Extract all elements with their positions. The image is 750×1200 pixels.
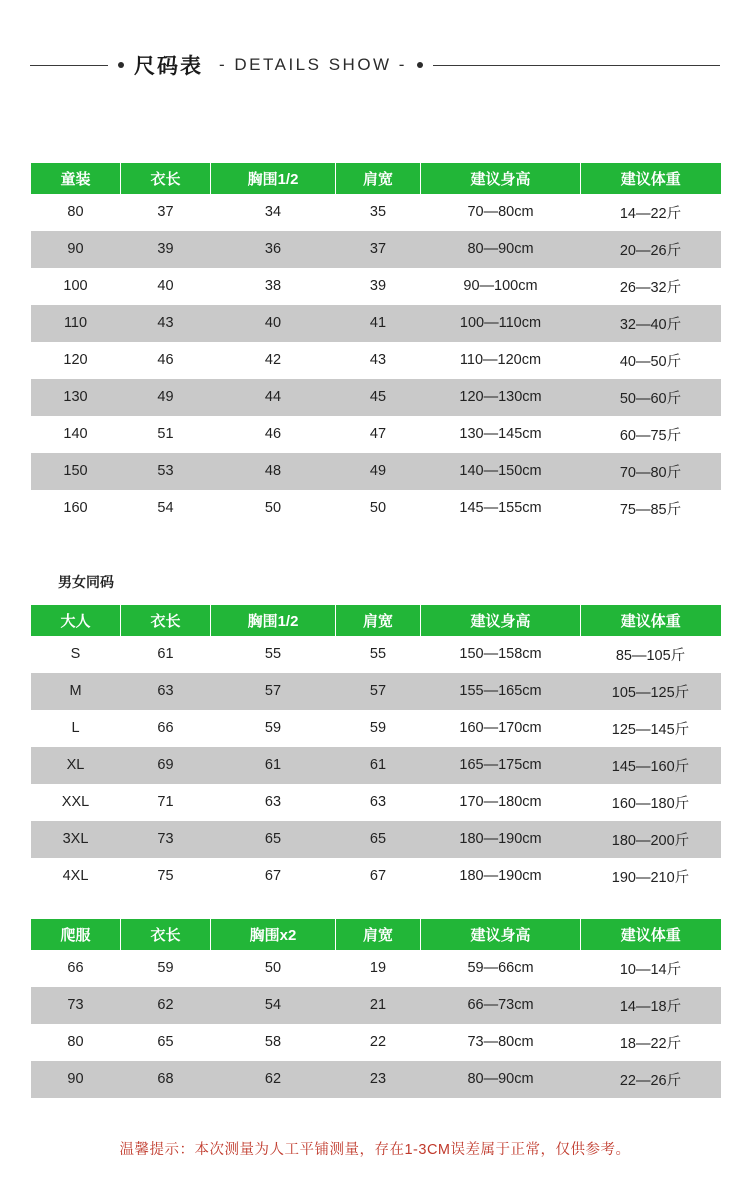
cell: 145—160斤 bbox=[581, 747, 721, 784]
cell: 20—26斤 bbox=[581, 231, 721, 268]
cell: 80 bbox=[31, 1024, 121, 1061]
cell: 73 bbox=[31, 987, 121, 1024]
cell: 46 bbox=[121, 342, 211, 379]
cell: 80 bbox=[31, 194, 121, 231]
size-table-romper bbox=[30, 918, 721, 1098]
cell: 66 bbox=[31, 950, 121, 987]
cell: 59 bbox=[121, 950, 211, 987]
cell: 63 bbox=[336, 784, 421, 821]
cell: 57 bbox=[211, 673, 336, 710]
header-inner bbox=[30, 50, 720, 80]
size-table-adult-wrap bbox=[30, 604, 720, 895]
cell: 50 bbox=[211, 490, 336, 527]
column-header: 大人 bbox=[31, 605, 121, 636]
cell: 14—22斤 bbox=[581, 194, 721, 231]
cell: 46 bbox=[211, 416, 336, 453]
table-row bbox=[31, 673, 721, 710]
cell: 42 bbox=[211, 342, 336, 379]
cell: 130 bbox=[31, 379, 121, 416]
size-table-romper-wrap bbox=[30, 918, 720, 1098]
cell: 51 bbox=[121, 416, 211, 453]
cell: 55 bbox=[336, 636, 421, 673]
cell: XXL bbox=[31, 784, 121, 821]
cell: 160 bbox=[31, 490, 121, 527]
cell: 21 bbox=[336, 987, 421, 1024]
table-row bbox=[31, 1024, 721, 1061]
cell: 23 bbox=[336, 1061, 421, 1098]
table-row bbox=[31, 490, 721, 527]
page-header bbox=[0, 0, 750, 92]
cell: 40 bbox=[121, 268, 211, 305]
cell: 45 bbox=[336, 379, 421, 416]
bullet-dot-icon-right bbox=[417, 62, 423, 68]
cell: 48 bbox=[211, 453, 336, 490]
cell: 140—150cm bbox=[421, 453, 581, 490]
cell: 110 bbox=[31, 305, 121, 342]
unisex-note: 男女同码 bbox=[58, 574, 114, 590]
cell: 105—125斤 bbox=[581, 673, 721, 710]
cell: 73 bbox=[121, 821, 211, 858]
page-subtitle: - DETAILS SHOW - bbox=[219, 55, 407, 74]
cell: 10—14斤 bbox=[581, 950, 721, 987]
cell: 90 bbox=[31, 231, 121, 268]
cell: 59—66cm bbox=[421, 950, 581, 987]
cell: 18—22斤 bbox=[581, 1024, 721, 1061]
column-header: 建议身高 bbox=[421, 919, 581, 950]
cell: 180—190cm bbox=[421, 821, 581, 858]
cell: M bbox=[31, 673, 121, 710]
cell: 68 bbox=[121, 1061, 211, 1098]
table-row bbox=[31, 784, 721, 821]
table-row bbox=[31, 821, 721, 858]
cell: 120 bbox=[31, 342, 121, 379]
table-header-row bbox=[31, 605, 721, 636]
cell: 61 bbox=[211, 747, 336, 784]
column-header: 衣长 bbox=[121, 919, 211, 950]
cell: 26—32斤 bbox=[581, 268, 721, 305]
cell: 130—145cm bbox=[421, 416, 581, 453]
table-row bbox=[31, 416, 721, 453]
cell: 180—200斤 bbox=[581, 821, 721, 858]
header-rule-left bbox=[30, 65, 108, 66]
column-header: 衣长 bbox=[121, 163, 211, 194]
column-header: 建议体重 bbox=[581, 919, 721, 950]
cell: 3XL bbox=[31, 821, 121, 858]
cell: 63 bbox=[211, 784, 336, 821]
cell: 155—165cm bbox=[421, 673, 581, 710]
table-row bbox=[31, 342, 721, 379]
page-title: 尺码表 bbox=[134, 55, 203, 78]
cell: 63 bbox=[121, 673, 211, 710]
cell: 44 bbox=[211, 379, 336, 416]
table-row bbox=[31, 710, 721, 747]
cell: 60—75斤 bbox=[581, 416, 721, 453]
cell: 54 bbox=[121, 490, 211, 527]
cell: 59 bbox=[211, 710, 336, 747]
cell: 19 bbox=[336, 950, 421, 987]
cell: 58 bbox=[211, 1024, 336, 1061]
cell: 90 bbox=[31, 1061, 121, 1098]
cell: 71 bbox=[121, 784, 211, 821]
column-header: 建议身高 bbox=[421, 605, 581, 636]
cell: 39 bbox=[121, 231, 211, 268]
cell: 65 bbox=[121, 1024, 211, 1061]
column-header: 胸围1/2 bbox=[211, 605, 336, 636]
size-table-adult bbox=[30, 604, 721, 895]
cell: 38 bbox=[211, 268, 336, 305]
cell: 75 bbox=[121, 858, 211, 895]
cell: 70—80cm bbox=[421, 194, 581, 231]
cell: 49 bbox=[121, 379, 211, 416]
cell: 140 bbox=[31, 416, 121, 453]
cell: 22 bbox=[336, 1024, 421, 1061]
cell: XL bbox=[31, 747, 121, 784]
cell: 65 bbox=[336, 821, 421, 858]
cell: 120—130cm bbox=[421, 379, 581, 416]
cell: 69 bbox=[121, 747, 211, 784]
cell: 66—73cm bbox=[421, 987, 581, 1024]
cell: 40—50斤 bbox=[581, 342, 721, 379]
column-header: 建议身高 bbox=[421, 163, 581, 194]
size-table-kids-wrap bbox=[30, 162, 720, 527]
table-row bbox=[31, 1061, 721, 1098]
table-row bbox=[31, 305, 721, 342]
cell: 110—120cm bbox=[421, 342, 581, 379]
cell: 66 bbox=[121, 710, 211, 747]
table-row bbox=[31, 453, 721, 490]
cell: 34 bbox=[211, 194, 336, 231]
cell: 50 bbox=[336, 490, 421, 527]
cell: 59 bbox=[336, 710, 421, 747]
cell: 100 bbox=[31, 268, 121, 305]
table-row bbox=[31, 858, 721, 895]
cell: 22—26斤 bbox=[581, 1061, 721, 1098]
cell: 160—170cm bbox=[421, 710, 581, 747]
cell: 4XL bbox=[31, 858, 121, 895]
cell: 36 bbox=[211, 231, 336, 268]
cell: 70—80斤 bbox=[581, 453, 721, 490]
cell: 67 bbox=[211, 858, 336, 895]
cell: 32—40斤 bbox=[581, 305, 721, 342]
table-row bbox=[31, 268, 721, 305]
cell: 49 bbox=[336, 453, 421, 490]
cell: 190—210斤 bbox=[581, 858, 721, 895]
cell: 170—180cm bbox=[421, 784, 581, 821]
column-header: 肩宽 bbox=[336, 605, 421, 636]
cell: 61 bbox=[336, 747, 421, 784]
cell: 47 bbox=[336, 416, 421, 453]
table-row bbox=[31, 194, 721, 231]
cell: 65 bbox=[211, 821, 336, 858]
cell: 55 bbox=[211, 636, 336, 673]
cell: 85—105斤 bbox=[581, 636, 721, 673]
footer-note: 温馨提示：本次测量为人工平铺测量，存在1-3CM误差属于正常，仅供参考。 bbox=[119, 1142, 631, 1158]
cell: 61 bbox=[121, 636, 211, 673]
table-header-row bbox=[31, 163, 721, 194]
cell: 43 bbox=[121, 305, 211, 342]
cell: 57 bbox=[336, 673, 421, 710]
cell: 145—155cm bbox=[421, 490, 581, 527]
cell: 75—85斤 bbox=[581, 490, 721, 527]
cell: 80—90cm bbox=[421, 1061, 581, 1098]
table-header-row bbox=[31, 919, 721, 950]
cell: 54 bbox=[211, 987, 336, 1024]
cell: 125—145斤 bbox=[581, 710, 721, 747]
cell: 41 bbox=[336, 305, 421, 342]
cell: 80—90cm bbox=[421, 231, 581, 268]
cell: 180—190cm bbox=[421, 858, 581, 895]
column-header: 衣长 bbox=[121, 605, 211, 636]
bullet-dot-icon bbox=[118, 62, 124, 68]
cell: 100—110cm bbox=[421, 305, 581, 342]
cell: 62 bbox=[121, 987, 211, 1024]
table-row bbox=[31, 636, 721, 673]
cell: 50—60斤 bbox=[581, 379, 721, 416]
cell: 165—175cm bbox=[421, 747, 581, 784]
size-table-kids bbox=[30, 162, 721, 527]
column-header: 爬服 bbox=[31, 919, 121, 950]
column-header: 建议体重 bbox=[581, 605, 721, 636]
cell: 50 bbox=[211, 950, 336, 987]
column-header: 胸围1/2 bbox=[211, 163, 336, 194]
cell: 150 bbox=[31, 453, 121, 490]
cell: 39 bbox=[336, 268, 421, 305]
cell: 62 bbox=[211, 1061, 336, 1098]
column-header: 胸围x2 bbox=[211, 919, 336, 950]
header-rule-right bbox=[433, 65, 720, 66]
cell: 73—80cm bbox=[421, 1024, 581, 1061]
cell: 53 bbox=[121, 453, 211, 490]
column-header: 肩宽 bbox=[336, 163, 421, 194]
table-row bbox=[31, 379, 721, 416]
table-row bbox=[31, 747, 721, 784]
cell: L bbox=[31, 710, 121, 747]
cell: 37 bbox=[336, 231, 421, 268]
column-header: 建议体重 bbox=[581, 163, 721, 194]
table-row bbox=[31, 987, 721, 1024]
cell: 37 bbox=[121, 194, 211, 231]
cell: 90—100cm bbox=[421, 268, 581, 305]
table-row bbox=[31, 231, 721, 268]
cell: 40 bbox=[211, 305, 336, 342]
cell: S bbox=[31, 636, 121, 673]
column-header: 肩宽 bbox=[336, 919, 421, 950]
cell: 150—158cm bbox=[421, 636, 581, 673]
cell: 160—180斤 bbox=[581, 784, 721, 821]
cell: 43 bbox=[336, 342, 421, 379]
cell: 14—18斤 bbox=[581, 987, 721, 1024]
table-row bbox=[31, 950, 721, 987]
column-header: 童装 bbox=[31, 163, 121, 194]
cell: 35 bbox=[336, 194, 421, 231]
cell: 67 bbox=[336, 858, 421, 895]
